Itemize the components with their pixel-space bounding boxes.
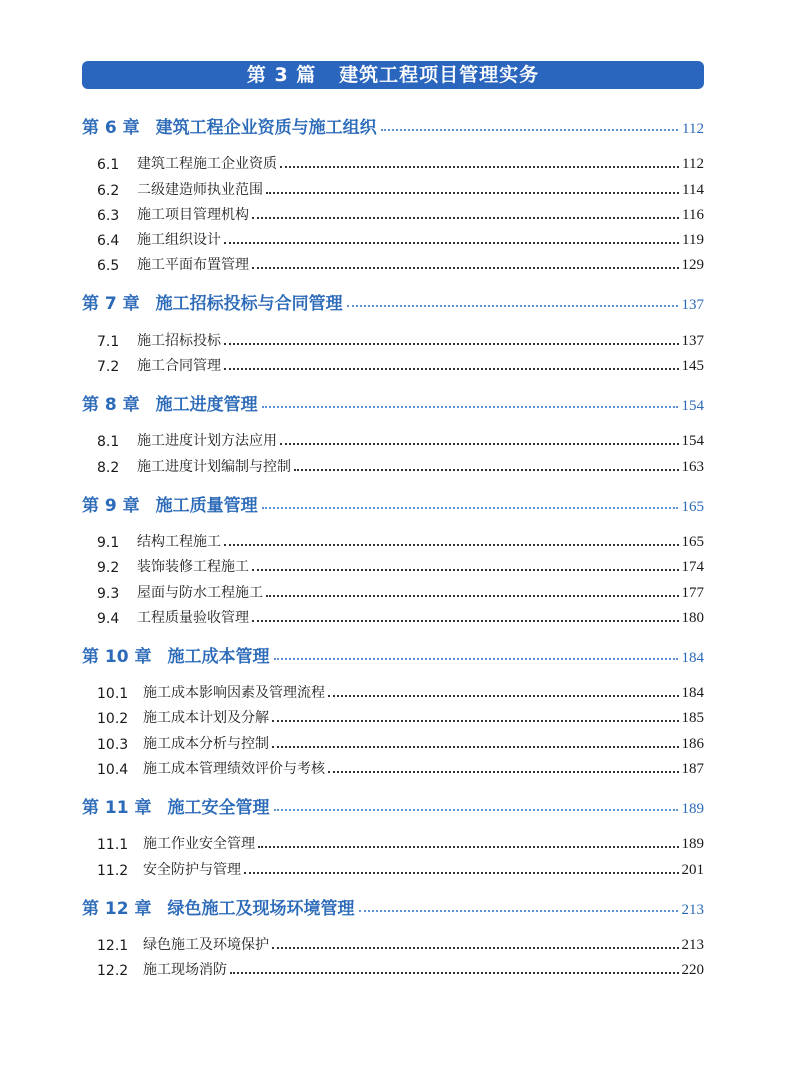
section-title: 工程质量验收管理 (137, 609, 249, 626)
section-page-number: 185 (681, 710, 704, 727)
chapter-title: 施工安全管理 (167, 798, 270, 819)
part-title: 建筑工程项目管理实务 (339, 64, 540, 86)
section-title: 施工成本分析与控制 (143, 735, 269, 752)
chapter-page-number: 137 (681, 297, 704, 314)
section-entry[interactable] (82, 677, 704, 702)
section-entry[interactable] (82, 148, 704, 173)
section-page-number: 145 (681, 358, 704, 375)
leader-dots (224, 368, 679, 370)
section-entry[interactable] (82, 853, 704, 878)
leader-dots (294, 469, 679, 471)
section-number: 12.1 (97, 937, 129, 954)
chapter-number: 第 10 章 (82, 646, 152, 667)
section-title: 施工进度计划方法应用 (137, 433, 277, 450)
section-page-number: 154 (681, 433, 704, 450)
section-page-number: 201 (681, 861, 704, 878)
section-title: 屋面与防水工程施工 (137, 584, 263, 601)
section-number: 9.4 (97, 610, 120, 627)
chapter-row[interactable] (82, 891, 704, 919)
section-list (82, 526, 704, 627)
section-number: 9.1 (97, 534, 120, 551)
section-entry[interactable] (82, 954, 704, 979)
leader-dots (280, 443, 679, 445)
chapter-page-number: 189 (681, 801, 704, 818)
section-page-number: 187 (681, 761, 704, 778)
section-number: 11.2 (97, 862, 129, 879)
chapter-page-number: 184 (681, 649, 704, 666)
section-title: 施工招标投标 (137, 332, 221, 349)
section-entry[interactable] (82, 173, 704, 198)
leader-dots (359, 910, 678, 912)
chapter-entry (82, 387, 704, 476)
section-page-number: 114 (682, 181, 704, 198)
chapter-entry (82, 286, 704, 375)
chapter-page-number: 213 (681, 901, 704, 918)
leader-dots (224, 343, 679, 345)
section-list (82, 324, 704, 375)
leader-dots (224, 544, 679, 546)
section-title: 绿色施工及环境保护 (143, 936, 269, 953)
section-list (82, 425, 704, 476)
section-title: 二级建造师执业范围 (137, 181, 263, 198)
leader-dots (252, 217, 679, 219)
chapter-number: 第 11 章 (82, 798, 152, 819)
section-number: 7.2 (97, 359, 120, 376)
chapter-entry (82, 110, 704, 274)
section-number: 6.4 (97, 233, 120, 250)
leader-dots (262, 507, 678, 509)
section-entry[interactable] (82, 727, 704, 752)
section-page-number: 137 (681, 332, 704, 349)
leader-dots (244, 872, 679, 874)
table-of-contents (82, 110, 704, 991)
section-entry[interactable] (82, 450, 704, 475)
section-page-number: 165 (681, 533, 704, 550)
section-list (82, 677, 704, 778)
leader-dots (272, 746, 679, 748)
chapter-row[interactable] (82, 790, 704, 818)
part-label: 第 3 篇 (246, 64, 317, 86)
section-page-number: 184 (681, 685, 704, 702)
section-number: 6.3 (97, 207, 120, 224)
chapter-number: 第 12 章 (82, 898, 152, 919)
section-title: 施工平面布置管理 (137, 257, 249, 274)
part-banner (82, 61, 704, 89)
section-title: 施工组织设计 (137, 232, 221, 249)
chapter-title: 施工质量管理 (155, 495, 258, 516)
section-page-number: 174 (681, 559, 704, 576)
section-number: 8.1 (97, 434, 120, 451)
section-title: 装饰装修工程施工 (137, 559, 249, 576)
section-number: 10.2 (97, 711, 129, 728)
chapter-page-number: 154 (681, 398, 704, 415)
section-page-number: 186 (681, 735, 704, 752)
section-entry[interactable] (82, 224, 704, 249)
section-title: 结构工程施工 (137, 533, 221, 550)
section-page-number: 129 (681, 257, 704, 274)
section-page-number: 177 (681, 584, 704, 601)
section-entry[interactable] (82, 551, 704, 576)
section-entry[interactable] (82, 425, 704, 450)
leader-dots (252, 569, 679, 571)
section-title: 施工合同管理 (137, 358, 221, 375)
section-title: 施工成本计划及分解 (143, 710, 269, 727)
section-title: 施工成本管理绩效评价与考核 (143, 761, 325, 778)
leader-dots (381, 129, 678, 131)
chapter-number: 第 6 章 (82, 118, 140, 138)
section-page-number: 213 (681, 936, 704, 953)
section-title: 施工成本影响因素及管理流程 (143, 685, 325, 702)
section-entry[interactable] (82, 350, 704, 375)
section-number: 10.3 (97, 736, 129, 753)
section-list (82, 828, 704, 879)
leader-dots (266, 595, 679, 597)
section-title: 施工进度计划编制与控制 (137, 458, 291, 475)
chapter-number: 第 9 章 (82, 495, 140, 516)
section-number: 6.1 (97, 157, 120, 174)
section-page-number: 189 (681, 836, 704, 853)
section-list (82, 148, 704, 274)
chapter-row[interactable] (82, 286, 704, 314)
section-entry[interactable] (82, 526, 704, 551)
chapter-row[interactable] (82, 639, 704, 667)
leader-dots (328, 695, 679, 697)
section-page-number: 163 (681, 458, 704, 475)
section-number: 10.4 (97, 762, 129, 779)
leader-dots (258, 846, 679, 848)
section-list (82, 929, 704, 980)
leader-dots (280, 166, 679, 168)
chapter-title: 建筑工程企业资质与施工组织 (155, 118, 377, 138)
section-entry[interactable] (82, 602, 704, 627)
chapter-entry (82, 790, 704, 879)
section-page-number: 220 (681, 962, 704, 979)
leader-dots (230, 972, 679, 974)
section-entry[interactable] (82, 753, 704, 778)
chapter-title: 施工成本管理 (167, 646, 270, 667)
chapter-entry (82, 891, 704, 980)
section-number: 12.2 (97, 963, 129, 980)
section-title: 安全防护与管理 (143, 861, 241, 878)
leader-dots (328, 771, 679, 773)
section-entry[interactable] (82, 249, 704, 274)
leader-dots (252, 267, 679, 269)
section-title: 施工作业安全管理 (143, 836, 255, 853)
chapter-number: 第 7 章 (82, 294, 140, 315)
chapter-row[interactable] (82, 387, 704, 415)
section-page-number: 119 (682, 232, 704, 249)
chapter-entry (82, 639, 704, 778)
section-number: 10.1 (97, 686, 129, 703)
leader-dots (274, 809, 678, 811)
section-number: 9.3 (97, 585, 120, 602)
section-number: 11.1 (97, 837, 129, 854)
section-page-number: 112 (682, 156, 704, 173)
chapter-title: 施工招标投标与合同管理 (155, 294, 343, 315)
chapter-title: 施工进度管理 (155, 395, 258, 416)
section-title: 建筑工程施工企业资质 (137, 156, 277, 173)
leader-dots (266, 192, 679, 194)
leader-dots (262, 406, 678, 408)
section-entry[interactable] (82, 828, 704, 853)
section-number: 9.2 (97, 560, 120, 577)
section-entry[interactable] (82, 324, 704, 349)
section-entry[interactable] (82, 576, 704, 601)
section-entry[interactable] (82, 929, 704, 954)
leader-dots (272, 720, 679, 722)
chapter-entry (82, 488, 704, 627)
section-entry[interactable] (82, 199, 704, 224)
chapter-title: 绿色施工及现场环境管理 (167, 898, 355, 919)
leader-dots (224, 242, 679, 244)
section-number: 6.2 (97, 182, 120, 199)
leader-dots (274, 658, 678, 660)
section-title: 施工项目管理机构 (137, 206, 249, 223)
chapter-row[interactable] (82, 488, 704, 516)
chapter-row[interactable] (82, 110, 704, 138)
leader-dots (272, 947, 679, 949)
section-title: 施工现场消防 (143, 962, 227, 979)
section-number: 6.5 (97, 258, 120, 275)
chapter-page-number: 165 (681, 498, 704, 515)
chapter-page-number: 112 (682, 121, 704, 137)
section-page-number: 116 (682, 206, 704, 223)
section-number: 8.2 (97, 459, 120, 476)
section-number: 7.1 (97, 333, 120, 350)
leader-dots (252, 620, 679, 622)
section-page-number: 180 (681, 609, 704, 626)
leader-dots (347, 305, 678, 307)
section-entry[interactable] (82, 702, 704, 727)
chapter-number: 第 8 章 (82, 395, 140, 416)
